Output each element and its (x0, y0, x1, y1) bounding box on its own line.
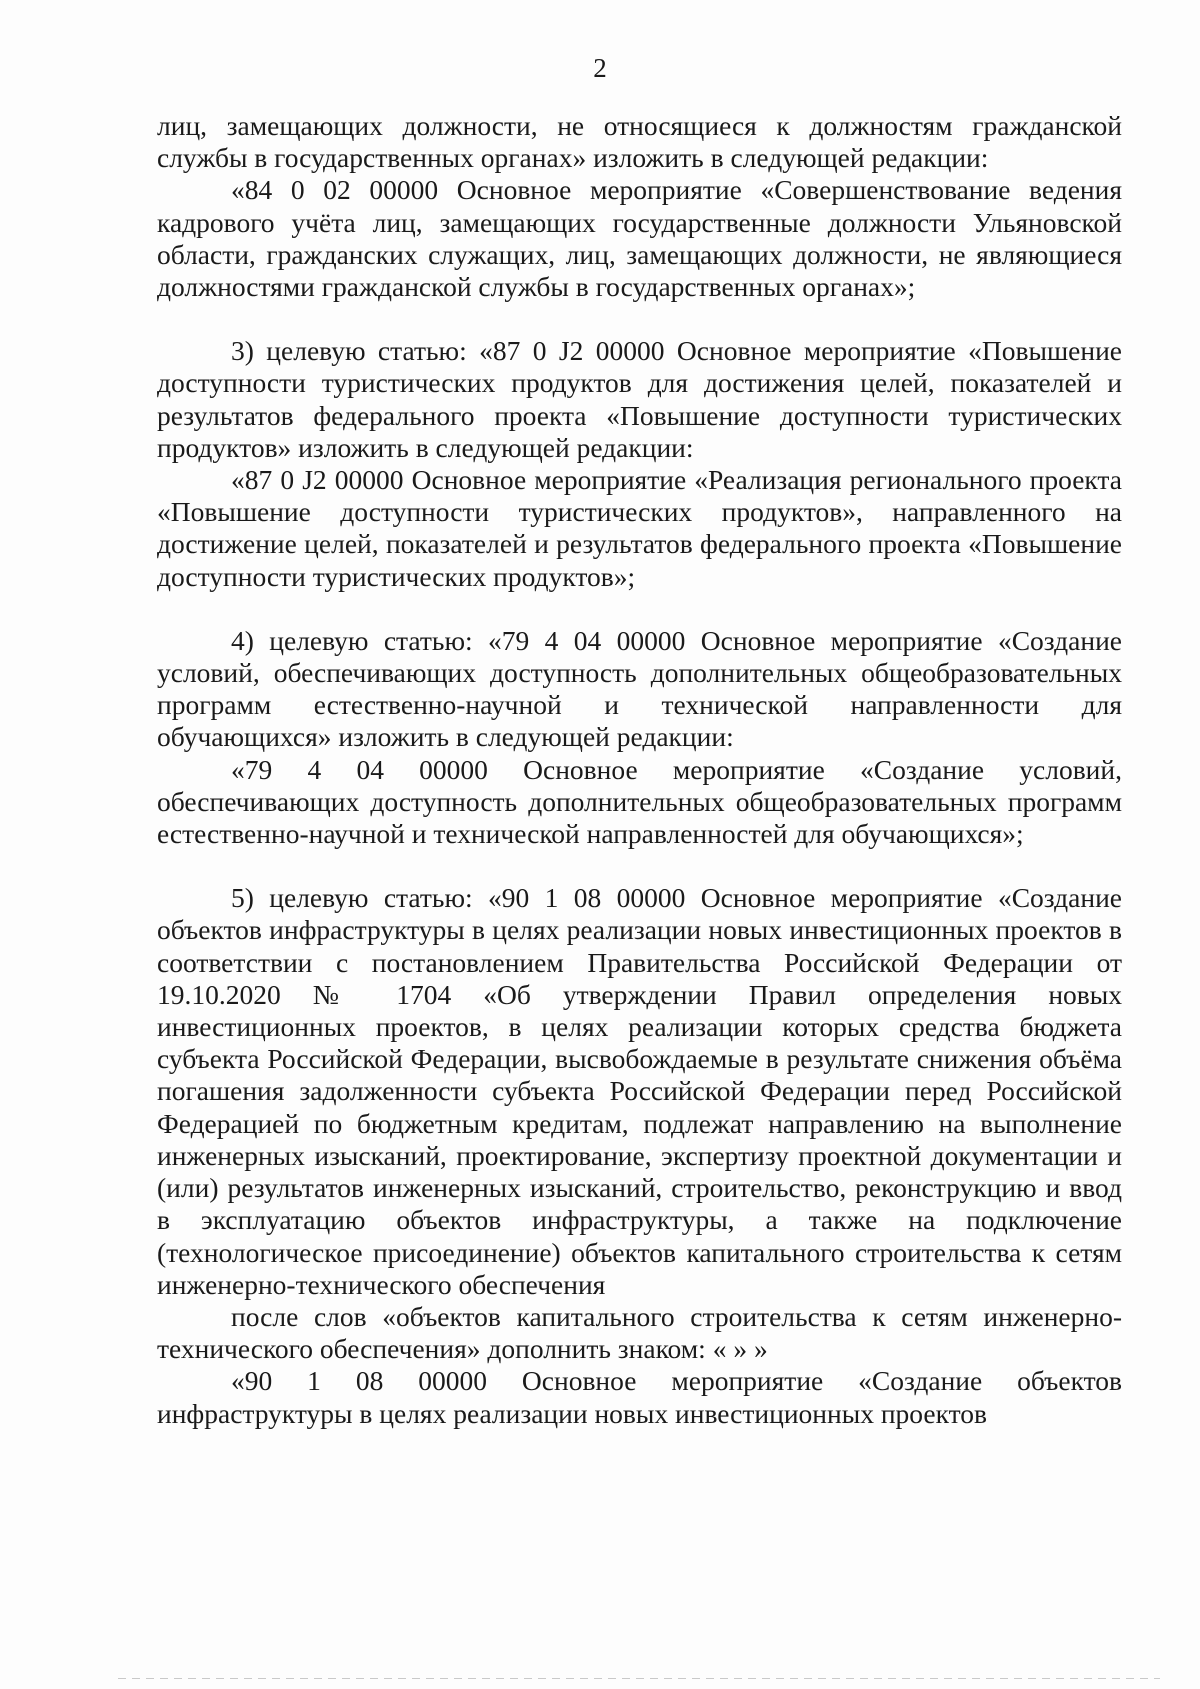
paragraph-insert-sign: после слов «объектов капитального строительства к сетям инженерно-технического обеспечения» дополнить знаком: « » » (157, 1300, 1122, 1365)
paragraph-item-4: 4) целевую статью: «79 4 04 00000 Основное мероприятие «Создание условий, обеспечивающих доступность дополнительных общеобразовательных программ естественно-научной и технической направленности для обучающихся» изложить в следующей редакции: (157, 624, 1122, 753)
paragraph-continuation: лиц, замещающих должности, не относящиеся к должностям гражданской службы в государственных органах» изложить в следующей редакции: (157, 110, 1122, 174)
paragraph-new-wording-84: «84 0 02 00000 Основное мероприятие «Совершенствование ведения кадрового учёта лиц, замещающих государственные должности Ульяновской области, гражданских служащих, лиц, замещающих должности, не являющиеся должностями гражданской службы в государственных органах»; (157, 174, 1122, 303)
paragraph-spacer (157, 850, 1122, 882)
paragraph-item-5: 5) целевую статью: «90 1 08 00000 Основное мероприятие «Создание объектов инфраструктуры в целях реализации новых инвестиционных проектов в соответствии с постановлением Правительства Российской Федерации от 19.10.2020 № 1704 «Об утверждении Правил определения новых инвестиционных проектов, в целях реализации которых средства бюджета субъекта Российской Федерации, высвобождаемые в результате снижения объёма погашения задолженности субъекта Российской Федерации перед Российской Федерацией по бюджетным кредитам, подлежат направлению на выполнение инженерных изысканий, проектирование, экспертизу проектной документации и (или) результатов инженерных изысканий, строительство, реконструкцию и ввод в эксплуатацию объектов инфраструктуры, а также на подключение (технологическое присоединение) объектов капитального строительства к сетям инженерно-технического обеспечения (157, 882, 1122, 1300)
scan-edge-line (118, 1678, 1160, 1679)
paragraph-spacer (157, 303, 1122, 335)
paragraph-new-wording-90: «90 1 08 00000 Основное мероприятие «Создание объектов инфраструктуры в целях реализации новых инвестиционных проектов (157, 1365, 1122, 1429)
paragraph-item-3: 3) целевую статью: «87 0 J2 00000 Основное мероприятие «Повышение доступности туристических продуктов для достижения целей, показателей и результатов федерального проекта «Повышение доступности туристических продуктов» изложить в следующей редакции: (157, 335, 1122, 463)
document-body (157, 110, 1122, 1430)
page-number: 2 (593, 53, 607, 83)
paragraph-spacer (157, 593, 1122, 625)
paragraph-new-wording-87: «87 0 J2 00000 Основное мероприятие «Реализация регионального проекта «Повышение доступности туристических продуктов», направленного на достижение целей, показателей и результатов федерального проекта «Повышение доступности туристических продуктов»; (157, 464, 1122, 592)
paragraph-new-wording-79: «79 4 04 00000 Основное мероприятие «Создание условий, обеспечивающих доступность дополнительных общеобразовательных программ естественно-научной и технической направленностей для обучающихся»; (157, 753, 1122, 850)
